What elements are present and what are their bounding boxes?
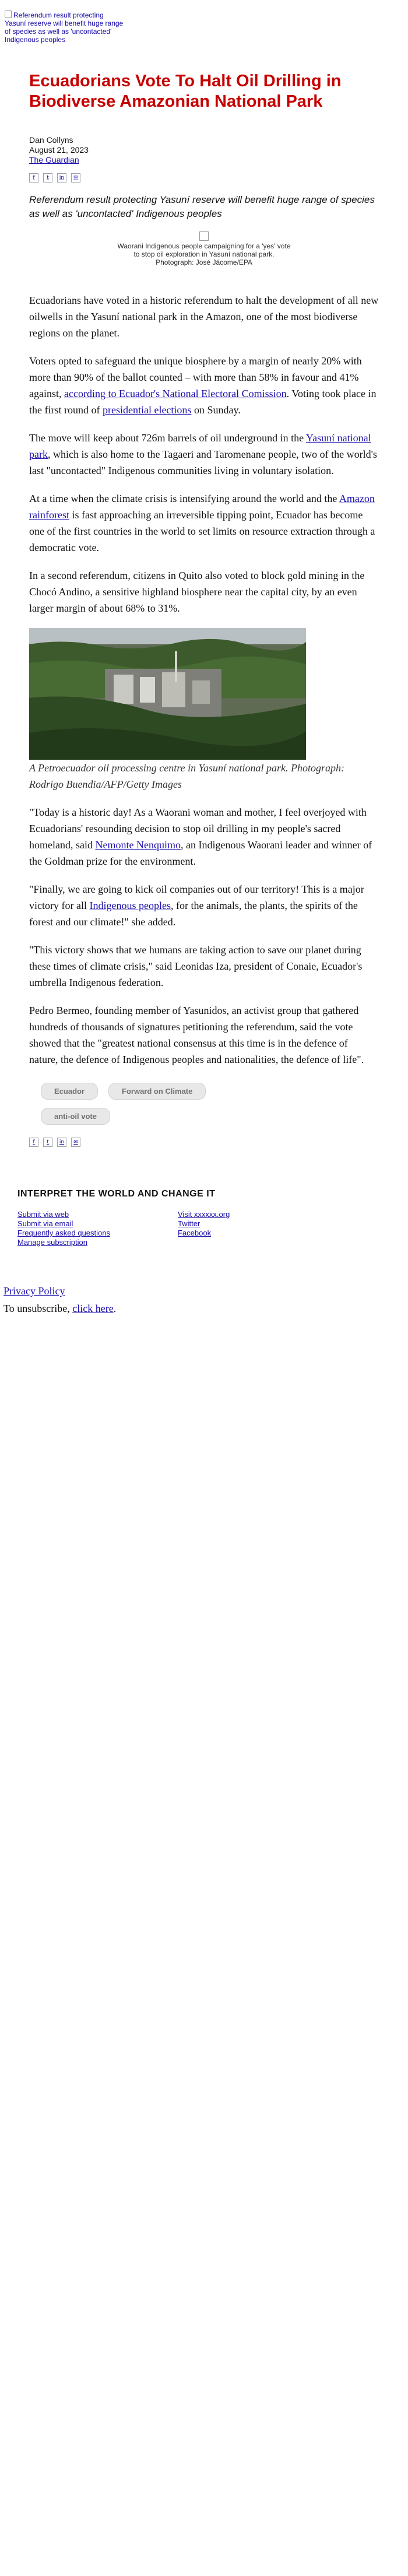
hero-figure [29, 231, 379, 266]
article-body [29, 292, 379, 1068]
author: Dan Collyns [29, 135, 73, 145]
linkedin-icon[interactable]: in [57, 173, 66, 183]
standfirst: Referendum result protecting Yasuní reserve will benefit huge range of species as well as 'uncontacted' Indigenous peoples [29, 194, 375, 219]
nemonte-nenquimo-link[interactable]: Nemonte Nenquimo [95, 839, 181, 851]
footer-links [17, 1210, 391, 1247]
paragraph: "Finally, we are going to kick oil companies out of our territory! This is a major victory for all Indigenous peoples, for the animals, the plants, the spirits of the forest and our climate!" she added. [29, 883, 364, 928]
twitter-icon[interactable]: t [43, 173, 52, 183]
tag-ecuador[interactable]: Ecuador [41, 1083, 98, 1100]
yasuni-park-link[interactable]: Yasuní national park [29, 432, 371, 460]
footer-heading: INTERPRET THE WORLD AND CHANGE IT [17, 1189, 216, 1199]
paragraph: Voters opted to safeguard the unique biosphere by a margin of nearly 20% with more than 90% of the ballot counted – with more than 58% in favour and 41% against, according to Ecuador's National Electoral Comission. Voting took place in the first round of presidential elections on Sunday. [29, 355, 377, 416]
paragraph: Ecuadorians have voted in a historic referendum to halt the development of all new oilwells in the Yasuní national park in the Amazon, one of the most biodiverse regions on the planet. [29, 294, 379, 339]
broken-image-icon [5, 10, 12, 18]
photo-caption: A Petroecuador oil processing centre in Yasuní national park. Photograph: Rodrigo Buendia/AFP/Getty Images [29, 762, 344, 790]
unsubscribe-link[interactable]: click here [72, 1303, 114, 1314]
oil-centre-photo [29, 628, 379, 760]
footer [0, 1189, 408, 1247]
paragraph: "This victory shows that we humans are taking action to save our planet during these times of climate crisis," said Leonidas Iza, president of Conaie, Ecuador's umbrella Indigenous federation. [29, 944, 363, 988]
broken-image-icon [199, 231, 209, 241]
presidential-elections-link[interactable]: presidential elections [102, 404, 192, 416]
paragraph: Pedro Bermeo, founding member of Yasunidos, an activist group that gathered hundreds of thousands of signatures petitioning the referendum, said the vote showed that the "greatest national consensus at this time is in the defence of nature, the defence of Indigenous peoples and nationalities, the defence of life". [29, 1005, 364, 1065]
privacy-policy-link[interactable]: Privacy Policy [3, 1285, 65, 1297]
oil-centre-image [29, 628, 306, 760]
byline [29, 135, 379, 165]
footer-col-right [178, 1210, 338, 1247]
date: August 21, 2023 [29, 145, 89, 155]
submit-via-web-link[interactable]: Submit via web [17, 1210, 69, 1219]
hero-caption: Waorani Indigenous people campaigning for a 'yes' vote to stop oil exploration in Yasuní national park. Photograph: José Jácome/EPA [117, 242, 291, 266]
electoral-commission-link[interactable]: according to Ecuador's National Electoral Comission [64, 388, 287, 399]
tag-forward-on-climate[interactable]: Forward on Climate [108, 1083, 206, 1100]
masthead-image-link[interactable] [5, 10, 124, 58]
paragraph: At a time when the climate crisis is intensifying around the world and the Amazon rainforest is fast approaching an irreversible tipping point, Ecuador has become one of the first countries in the world to set limits on resource extraction through a democratic vote. [29, 493, 375, 553]
manage-subscription-link[interactable]: Manage subscription [17, 1238, 87, 1247]
facebook-icon[interactable]: f [29, 1138, 38, 1147]
linkedin-icon[interactable]: in [57, 1138, 66, 1147]
submit-via-email-link[interactable]: Submit via email [17, 1219, 73, 1228]
paragraph: The move will keep about 726m barrels of oil underground in the Yasuní national park, which is also home to the Tagaeri and Taromenane people, two of the world's last "uncontacted" Indigenous communities living in voluntary isolation. [29, 432, 377, 476]
footer-col-left [17, 1210, 178, 1247]
email-icon[interactable]: ✉ [71, 1138, 80, 1147]
source-link[interactable]: The Guardian [29, 155, 79, 164]
share-row-top [29, 173, 379, 183]
legal-footer: Privacy Policy To unsubscribe, click here. [3, 1285, 117, 1314]
twitter-link[interactable]: Twitter [178, 1219, 201, 1228]
amazon-rainforest-link[interactable]: Amazon rainforest [29, 493, 375, 521]
unsubscribe-text: To unsubscribe, [3, 1303, 73, 1314]
facebook-icon[interactable]: f [29, 173, 38, 183]
twitter-icon[interactable]: t [43, 1138, 52, 1147]
tag-list [41, 1083, 274, 1125]
tag-anti-oil-vote[interactable]: anti-oil vote [41, 1108, 110, 1125]
faq-link[interactable]: Frequently asked questions [17, 1229, 110, 1237]
paragraph: "Today is a historic day! As a Waorani woman and mother, I feel overjoyed with Ecuadorians' resounding decision to stop oil drilling in my people's sacred homeland, said Nemonte Nenquimo, an Indigenous Waorani leader and winner of the Goldman prize for the environment. [29, 806, 372, 867]
indigenous-peoples-link[interactable]: Indigenous peoples [89, 900, 171, 911]
email-icon[interactable]: ✉ [71, 173, 80, 183]
paragraph: In a second referendum, citizens in Quito also voted to block gold mining in the Chocó Andino, a sensitive highland biosphere near the capital city, by an even larger margin of about 68% to 31%. [29, 570, 365, 614]
visit-site-link[interactable]: Visit xxxxxx.org [178, 1210, 230, 1219]
facebook-link[interactable]: Facebook [178, 1229, 212, 1237]
article [29, 71, 379, 1147]
article-headline: Ecuadorians Vote To Halt Oil Drilling in Biodiverse Amazonian National Park [29, 72, 342, 111]
masthead-image-alt: Referendum result protecting Yasuní reserve will benefit huge range of species as well as 'uncontacted' Indigenous peoples [5, 11, 124, 44]
share-row-bottom [29, 1138, 379, 1147]
